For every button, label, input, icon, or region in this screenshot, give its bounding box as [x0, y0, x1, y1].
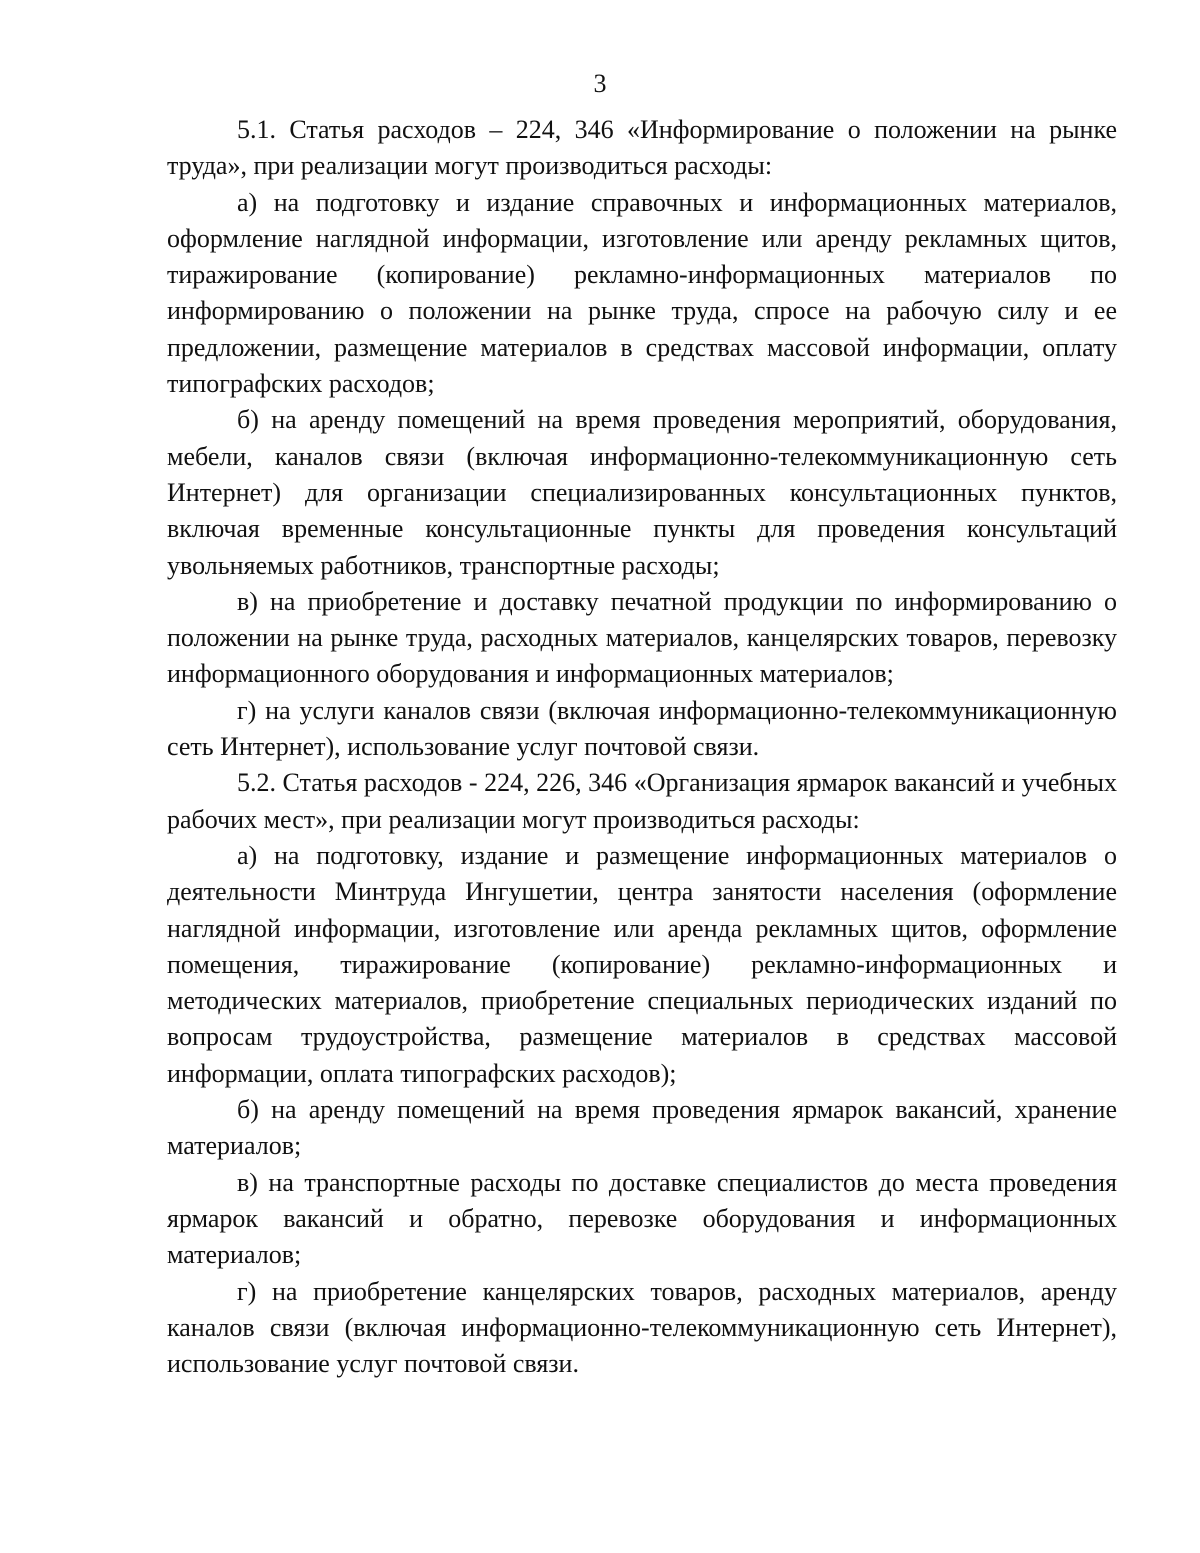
paragraph-5-2-heading: 5.2. Статья расходов - 224, 226, 346 «Организация ярмарок вакансий и учебных рабочих мест», при реализации могут производиться расходы:: [167, 768, 1117, 834]
paragraph-5-2-a: а) на подготовку, издание и размещение информационных материалов о деятельности Минтруда Ингушетии, центра занятости населения (оформление наглядной информации, изготовление или аренда рекламных щитов, оформление помещения, тиражирование (копирование) рекламно-информационных и методических материалов, приобретение специальных периодических изданий по вопросам трудоустройства, размещение материалов в средствах массовой информации, оплата типографских расходов);: [167, 840, 1117, 1088]
paragraph-5-1-v: в) на приобретение и доставку печатной продукции по информированию о положении на рынке труда, расходных материалов, канцелярских товаров, перевозку информационного оборудования и информационных материалов;: [167, 586, 1117, 689]
paragraph-5-1-a: а) на подготовку и издание справочных и информационных материалов, оформление наглядной информации, изготовление или аренду рекламных щитов, тиражирование (копирование) рекламно-информационных материалов по информированию о положении на рынке труда, спросе на рабочую силу и ее предложении, размещение материалов в средствах массовой информации, оплату типографских расходов;: [167, 187, 1117, 399]
paragraph-5-2-v: в) на транспортные расходы по доставке специалистов до места проведения ярмарок вакансий и обратно, перевозке оборудования и информационных материалов;: [167, 1167, 1117, 1270]
paragraph-5-1-heading: 5.1. Статья расходов – 224, 346 «Информирование о положении на рынке труда», при реализации могут производиться расходы:: [167, 115, 1117, 181]
document-body: [167, 112, 1117, 1382]
paragraph-5-1-g: г) на услуги каналов связи (включая информационно-телекоммуникационную сеть Интернет), использование услуг почтовой связи.: [167, 695, 1117, 762]
page-number: 3: [593, 69, 607, 98]
paragraph-5-2-g: г) на приобретение канцелярских товаров, расходных материалов, аренду каналов связи (включая информационно-телекоммуникационную сеть Интернет), использование услуг почтовой связи.: [167, 1276, 1117, 1379]
paragraph-5-2-b: б) на аренду помещений на время проведения ярмарок вакансий, хранение материалов;: [167, 1095, 1117, 1161]
paragraph-5-1-b: б) на аренду помещений на время проведения мероприятий, оборудования, мебели, каналов связи (включая информационно-телекоммуникационную сеть Интернет) для организации специализированных консультационных пунктов, включая временные консультационные пункты для проведения консультаций увольняемых работников, транспортные расходы;: [167, 405, 1117, 580]
